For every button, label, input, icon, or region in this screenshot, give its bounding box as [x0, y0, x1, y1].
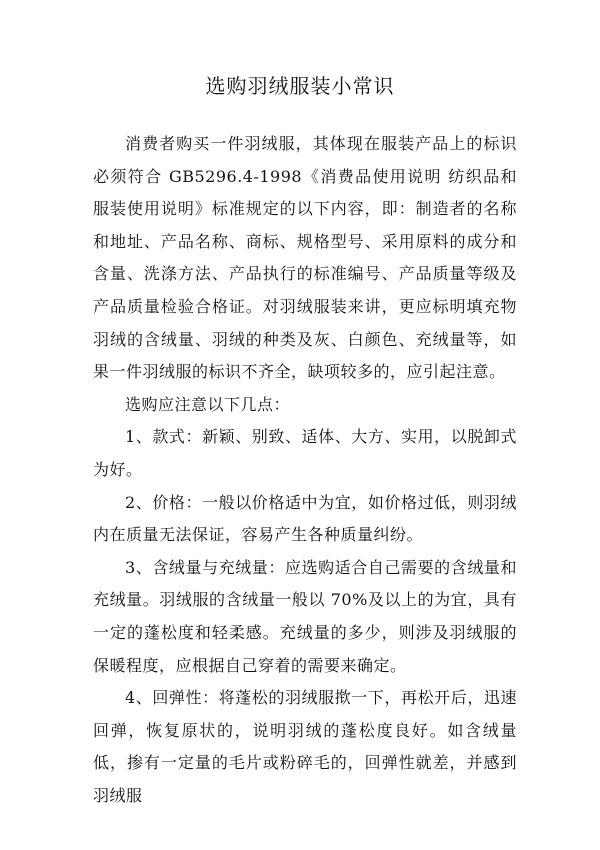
document-body — [93, 128, 517, 812]
paragraph-price: 2、价格：一般以价格适中为宜，如价格过低，则羽绒内在质量无法保证，容易产生各种质量纠纷。 — [93, 492, 517, 545]
paragraph-style: 1、款式：新颖、别致、适体、大方、实用，以脱卸式为好。 — [93, 427, 517, 479]
paragraph-down-content: 3、含绒量与充绒量：应选购适合自己需要的含绒量和充绒量。羽绒服的含绒量一般以 70%及以上的为宜，具有一定的蓬松度和轻柔感。充绒量的多少，则涉及羽绒服的保暖程度，应根据自己穿着的需要来确定。 — [93, 557, 517, 675]
document-title: 选购羽绒服装小常识 — [205, 74, 395, 98]
paragraph-resilience: 4、回弹性：将蓬松的羽绒服揿一下，再松开后，迅速回弹，恢复原状的，说明羽绒的蓬松度良好。如含绒量低，掺有一定量的毛片或粉碎毛的，回弹性就差，并感到羽绒服 — [93, 688, 517, 805]
paragraph-intro: 消费者购买一件羽绒服，其体现在服装产品上的标识必须符合 GB5296.4-1998《消费品使用说明 纺织品和服装使用说明》标准规定的以下内容，即：制造者的名称和地址、产品名称、商标、规格型号、采用原料的成分和含量、洗涤方法、产品执行的标准编号、产品质量等级及产品质量检验合格证。对羽绒服装来讲，更应标明填充物羽绒的含绒量、羽绒的种类及灰、白颜色、充绒量等，如果一件羽绒服的标识不齐全，缺项较多的，应引起注意。 — [93, 134, 517, 382]
paragraph-notes-heading: 选购应注意以下几点： — [125, 394, 291, 414]
